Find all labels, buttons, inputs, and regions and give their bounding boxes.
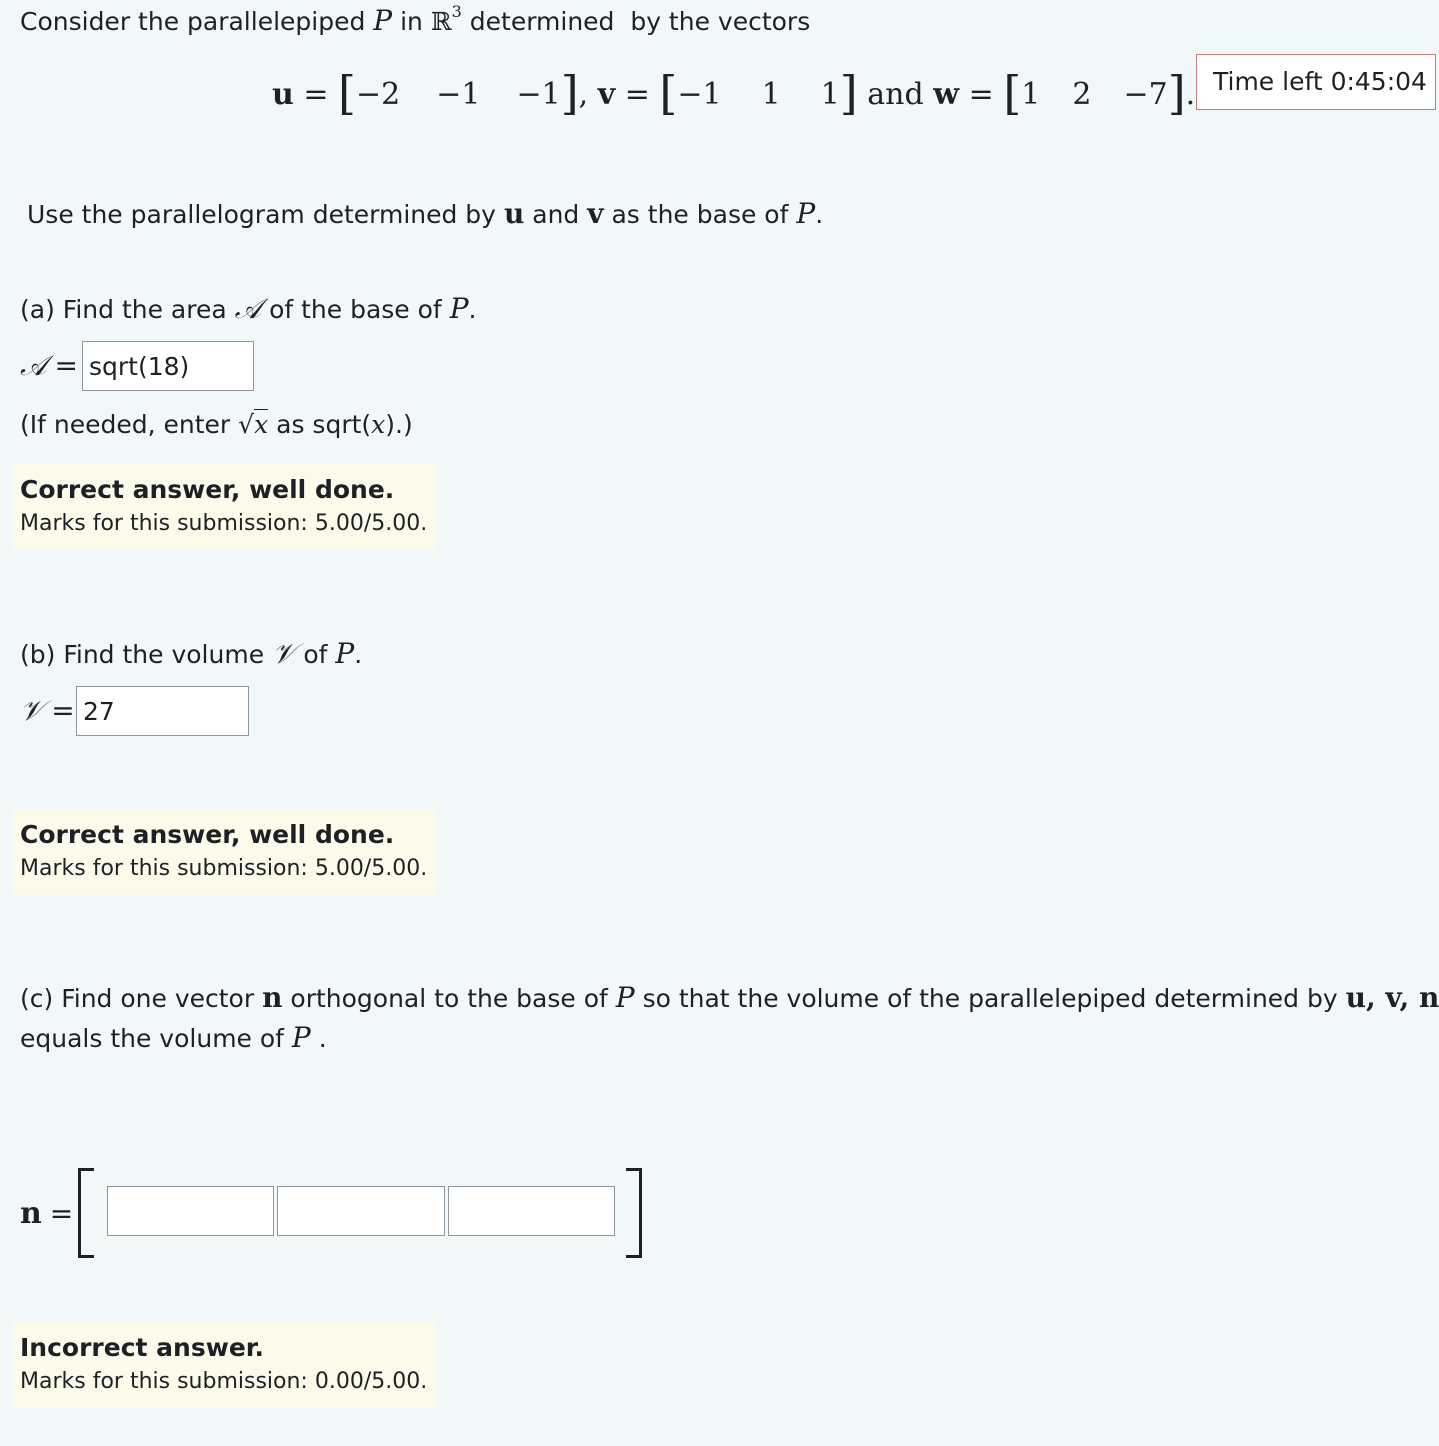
- w-label: w: [933, 77, 960, 112]
- sqrt-x-expression: [238, 409, 268, 439]
- u-0: −2: [356, 77, 401, 112]
- area-symbol: 𝒜: [234, 292, 262, 325]
- part-a-question-before: (a) Find the area: [20, 295, 227, 324]
- u-1: −1: [436, 77, 481, 112]
- part-c-question-before: (c) Find one vector: [20, 984, 255, 1013]
- base-and: and: [532, 200, 580, 229]
- r3-exponent: 3: [451, 1, 462, 21]
- part-c-P2: P: [291, 1021, 311, 1054]
- part-b-P: P: [335, 637, 355, 670]
- intro-text-after: determined by the vectors: [469, 7, 811, 36]
- u-right-bracket: ]: [560, 66, 579, 120]
- part-b-question: [20, 637, 362, 671]
- area-answer-input[interactable]: [82, 341, 254, 391]
- v-label: v: [597, 77, 616, 112]
- w-eq: =: [968, 77, 994, 112]
- n-component-1-input[interactable]: [107, 1186, 274, 1236]
- part-c-question: [20, 981, 1439, 1014]
- hint-before: (If needed, enter: [20, 410, 231, 439]
- part-a-feedback-title: Correct answer, well done.: [20, 475, 395, 504]
- v-right-bracket: ]: [839, 66, 858, 120]
- volume-eq: =: [51, 694, 75, 727]
- part-a-P: P: [449, 292, 469, 325]
- part-a-question: [20, 292, 476, 326]
- w-right-bracket: ]: [1167, 66, 1186, 120]
- vectors-display: [272, 66, 1195, 120]
- part-c-answer-label: [20, 1196, 73, 1231]
- part-b-question-after: of: [303, 640, 328, 669]
- r3-base: ℝ: [430, 7, 452, 36]
- and-word: and: [867, 77, 924, 112]
- part-c-n: n: [262, 981, 283, 1014]
- w-period: .: [1185, 77, 1196, 112]
- part-b-feedback: [13, 809, 435, 895]
- n-component-3-input[interactable]: [448, 1186, 615, 1236]
- v-eq: =: [624, 77, 650, 112]
- part-a-feedback: [13, 464, 435, 550]
- part-c-P: P: [615, 981, 635, 1014]
- hint-middle: as sqrt(: [276, 410, 372, 439]
- u-left-bracket: [: [338, 66, 356, 120]
- base-P: P: [796, 197, 816, 230]
- part-c-uvn: u, v, n: [1345, 981, 1439, 1014]
- part-c-question-after: so that the volume of the parallelepiped determined by: [642, 984, 1338, 1013]
- w-1: 2: [1072, 77, 1092, 112]
- timer-text: Time left 0:45:04: [1213, 67, 1427, 96]
- n-answer-symbol: n: [20, 1196, 42, 1231]
- volume-answer-symbol: 𝒱: [20, 694, 44, 727]
- part-c-line2-after: .: [318, 1024, 327, 1053]
- part-b-period: .: [354, 640, 363, 669]
- sqrt-x: x: [254, 410, 269, 439]
- u-eq: =: [303, 77, 329, 112]
- area-answer-symbol: 𝒜: [20, 349, 47, 382]
- v-0: −1: [677, 77, 722, 112]
- part-c-question-mid: orthogonal to the base of: [290, 984, 608, 1013]
- part-a-hint: [20, 410, 413, 439]
- u-comma: ,: [578, 77, 589, 112]
- v-left-bracket: [: [659, 66, 678, 120]
- w-0: 1: [1021, 77, 1041, 112]
- intro-P: P: [373, 4, 393, 37]
- u-label: u: [272, 77, 294, 112]
- timer-box: [1196, 54, 1436, 110]
- part-b-answer-label: [20, 694, 75, 728]
- base-u: u: [503, 197, 525, 230]
- part-c-question-line2: [20, 1021, 327, 1054]
- part-b-question-before: (b) Find the volume: [20, 640, 265, 669]
- v-2: 1: [820, 77, 840, 112]
- base-text-before: Use the parallelogram determined by: [27, 200, 496, 229]
- part-c-feedback: [13, 1322, 435, 1408]
- part-c-line2-before: equals the volume of: [20, 1024, 284, 1053]
- base-v: v: [587, 197, 604, 230]
- base-period: .: [815, 200, 824, 229]
- n-component-2-input[interactable]: [277, 1186, 445, 1236]
- area-eq: =: [54, 349, 78, 382]
- part-a-feedback-marks: Marks for this submission: 5.00/5.00.: [20, 511, 428, 536]
- n-right-bracket: [626, 1168, 642, 1258]
- volume-answer-input[interactable]: [76, 686, 249, 736]
- part-a-period: .: [468, 295, 477, 324]
- part-a-question-after: of the base of: [269, 295, 442, 324]
- w-left-bracket: [: [1003, 66, 1022, 120]
- part-a-answer-label: [20, 349, 78, 383]
- part-b-feedback-title: Correct answer, well done.: [20, 820, 395, 849]
- base-instruction: [27, 197, 823, 230]
- intro-text-before: Consider the parallelepiped: [20, 7, 366, 36]
- part-c-feedback-title: Incorrect answer.: [20, 1333, 265, 1362]
- sqrt-symbol: √: [238, 410, 255, 439]
- intro-R3: [430, 1, 462, 36]
- v-1: 1: [761, 77, 781, 112]
- hint-after: ).): [385, 410, 413, 439]
- volume-symbol: 𝒱: [272, 637, 296, 670]
- hint-x: x: [371, 410, 386, 439]
- n-left-bracket: [78, 1168, 94, 1258]
- part-b-feedback-marks: Marks for this submission: 5.00/5.00.: [20, 856, 428, 881]
- n-eq: =: [49, 1197, 74, 1230]
- intro-text: [20, 1, 811, 37]
- part-c-feedback-marks: Marks for this submission: 0.00/5.00.: [20, 1369, 428, 1394]
- base-text-after: as the base of: [611, 200, 789, 229]
- w-2: −7: [1123, 77, 1168, 112]
- intro-in: in: [400, 7, 423, 36]
- u-2: −1: [516, 77, 561, 112]
